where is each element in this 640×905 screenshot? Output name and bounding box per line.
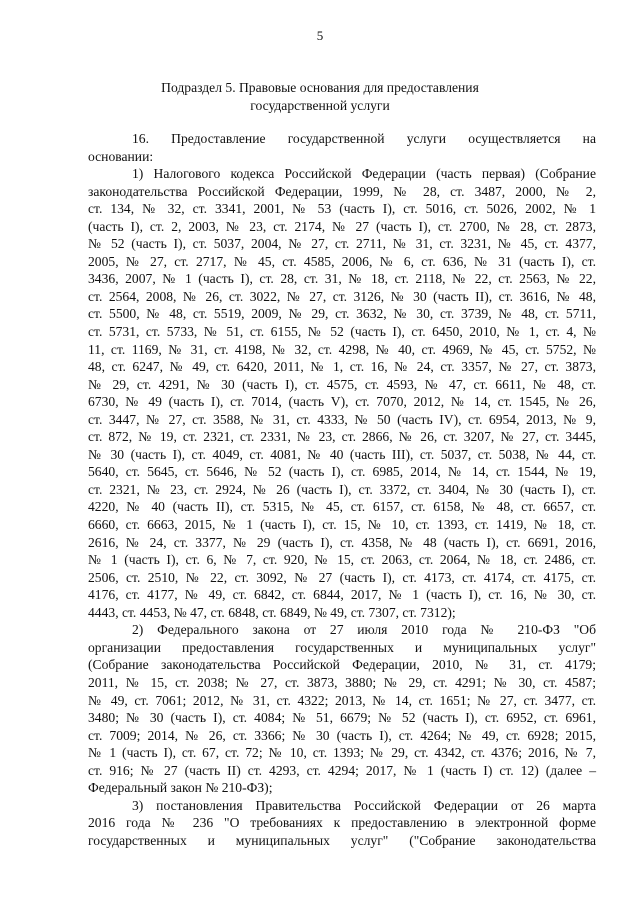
body-text-line: 1) Налогового кодекса Российской Федерации (часть первая) (Собрание [132,166,596,182]
body-text-line: Федеральный закон № 210-ФЗ); [88,780,273,796]
body-text-line: ст. 3447, № 27, ст. 3588, № 31, ст. 4333, № 50 (часть IV), ст. 6954, 2013, № 9, [88,411,596,427]
section-heading [0,79,640,115]
body-text-line: ст. 7009; 2014, № 26, ст. 3366; № 30 (часть I), ст. 4264; № 49, ст. 6928; 2015, [88,727,596,743]
body-text-line: № 29, ст. 4291, № 30 (часть I), ст. 4575, ст. 4593, № 47, ст. 6611, № 48, ст. [88,376,596,392]
section-heading-line: государственной услуги [250,98,390,113]
body-text-line: 5640, ст. 5645, ст. 5646, № 52 (часть I), ст. 6985, 2014, № 14, ст. 1544, № 19, [88,464,596,480]
body-text-line: 2016 года № 236 "О требованиях к предоставлению в электронной форме [88,815,596,831]
body-text-line: 6660, ст. 6663, 2015, № 1 (часть I), ст. 15, № 10, ст. 1393, ст. 1419, № 18, ст. [88,517,596,533]
body-text-line: 3) постановления Правительства Российской Федерации от 26 марта [132,797,596,813]
page-number: 5 [316,28,324,43]
body-text-line: законодательства Российской Федерации, 1999, № 28, ст. 3487, 2000, № 2, [88,183,596,199]
body-text-line: 4220, № 40 (часть II), ст. 5315, № 45, ст. 6157, ст. 6158, № 48, ст. 6657, ст. [88,499,596,515]
body-text-line: 2005, № 27, ст. 2717, № 45, ст. 4585, 2006, № 6, ст. 636, № 31 (часть I), ст. [88,253,596,269]
body-text-line: 2) Федерального закона от 27 июля 2010 года № 210-ФЗ "Об [132,622,596,638]
body-text-line: ст. 916; № 27 (часть II) ст. 4293, ст. 4294; 2017, № 1 (часть I) ст. 12) (далее – [88,762,596,778]
body-text-line: ст. 5500, № 48, ст. 5519, 2009, № 29, ст. 3632, № 30, ст. 3739, № 48, ст. 5711, [88,306,596,322]
body-text-line: № 30 (часть I), ст. 4049, ст. 4081, № 40 (часть III), ст. 5037, ст. 5038, № 44, ст. [88,446,596,462]
body-text-line: 2011, № 15, ст. 2038; № 27, ст. 3873, 3880; № 29, ст. 4291; № 30, ст. 4587; [88,674,596,690]
body-text-line: 3436, 2007, № 1 (часть I), ст. 28, ст. 31, № 18, ст. 2118, № 22, ст. 2563, № 22, [88,271,596,287]
body-text-line: 48, ст. 6247, № 49, ст. 6420, 2011, № 1, ст. 16, № 24, ст. 3357, № 27, ст. 3873, [88,359,596,375]
body-text-line: № 49, ст. 7061; 2012, № 31, ст. 4322; 2013, № 14, ст. 1651; № 27, ст. 3477, ст. [88,692,596,708]
body-text-line: № 1 (часть I), ст. 6, № 7, ст. 920, № 15, ст. 2063, ст. 2064, № 18, ст. 2486, ст. [88,552,596,568]
body-text-line: ст. 2564, 2008, № 26, ст. 3022, № 27, ст. 3126, № 30 (часть II), ст. 3616, № 48, [88,288,596,304]
body-text-line: ст. 2321, № 23, ст. 2924, № 26 (часть I), ст. 3372, ст. 3404, № 30 (часть I), ст. [88,481,596,497]
body-text-line: 2506, ст. 2510, № 22, ст. 3092, № 27 (часть I), ст. 4173, ст. 4174, ст. 4175, ст. [88,569,596,585]
body-text-line: государственных и муниципальных услуг" ("Собрание законодательства [88,832,596,848]
body-text-line: (Собрание законодательства Российской Федерации, 2010, № 31, ст. 4179; [88,657,596,673]
document-body [88,130,596,849]
body-text-line: 4443, ст. 4453, № 47, ст. 6848, ст. 6849, № 49, ст. 7307, ст. 7312); [88,604,456,620]
section-heading-line: Подраздел 5. Правовые основания для предоставления [161,80,479,95]
body-text-line: ст. 872, № 19, ст. 2321, ст. 2331, № 23, ст. 2866, № 26, ст. 3207, № 27, ст. 3445, [88,429,596,445]
body-text-line: 3480; № 30 (часть I), ст. 4084; № 51, 6679; № 52 (часть I), ст. 6952, ст. 6961, [88,710,596,726]
body-text-line: 2616, № 24, ст. 3377, № 29 (часть I), ст. 4358, № 48 (часть I), ст. 6691, 2016, [88,534,596,550]
body-text-line: (часть I), ст. 2, 2003, № 23, ст. 2174, № 27 (часть I), ст. 2700, № 28, ст. 2873, [88,218,596,234]
body-text-line: 6730, № 49 (часть I), ст. 7014, (часть V), ст. 7070, 2012, № 14, ст. 1545, № 26, [88,394,596,410]
body-text-line: 4176, ст. 4177, № 49, ст. 6842, ст. 6844, 2017, № 1 (часть I), ст. 16, № 30, ст. [88,587,596,603]
body-text-line: 16. Предоставление государственной услуги осуществляется на [132,131,596,146]
body-text-line: № 52 (часть I), ст. 5037, 2004, № 27, ст. 2711, № 31, ст. 3231, № 45, ст. 4377, [88,236,596,252]
body-text-line: ст. 5731, ст. 5733, № 51, ст. 6155, № 52 (часть I), ст. 6450, 2010, № 1, ст. 4, № [88,324,596,340]
body-text-line: 11, ст. 1169, № 31, ст. 4198, № 32, ст. 4298, № 40, ст. 4969, № 45, ст. 5752, № [88,341,596,357]
body-text-line: ст. 134, № 32, ст. 3341, 2001, № 53 (часть I), ст. 5016, ст. 5026, 2002, № 1 [88,201,596,217]
body-text-line: № 1 (часть I), ст. 67, ст. 72; № 10, ст. 1393; № 29, ст. 4342, ст. 4376; 2016, № 7, [88,745,596,761]
body-text-line: основании: [88,148,154,164]
body-text-line: организации предоставления государственных и муниципальных услуг" [88,639,596,655]
